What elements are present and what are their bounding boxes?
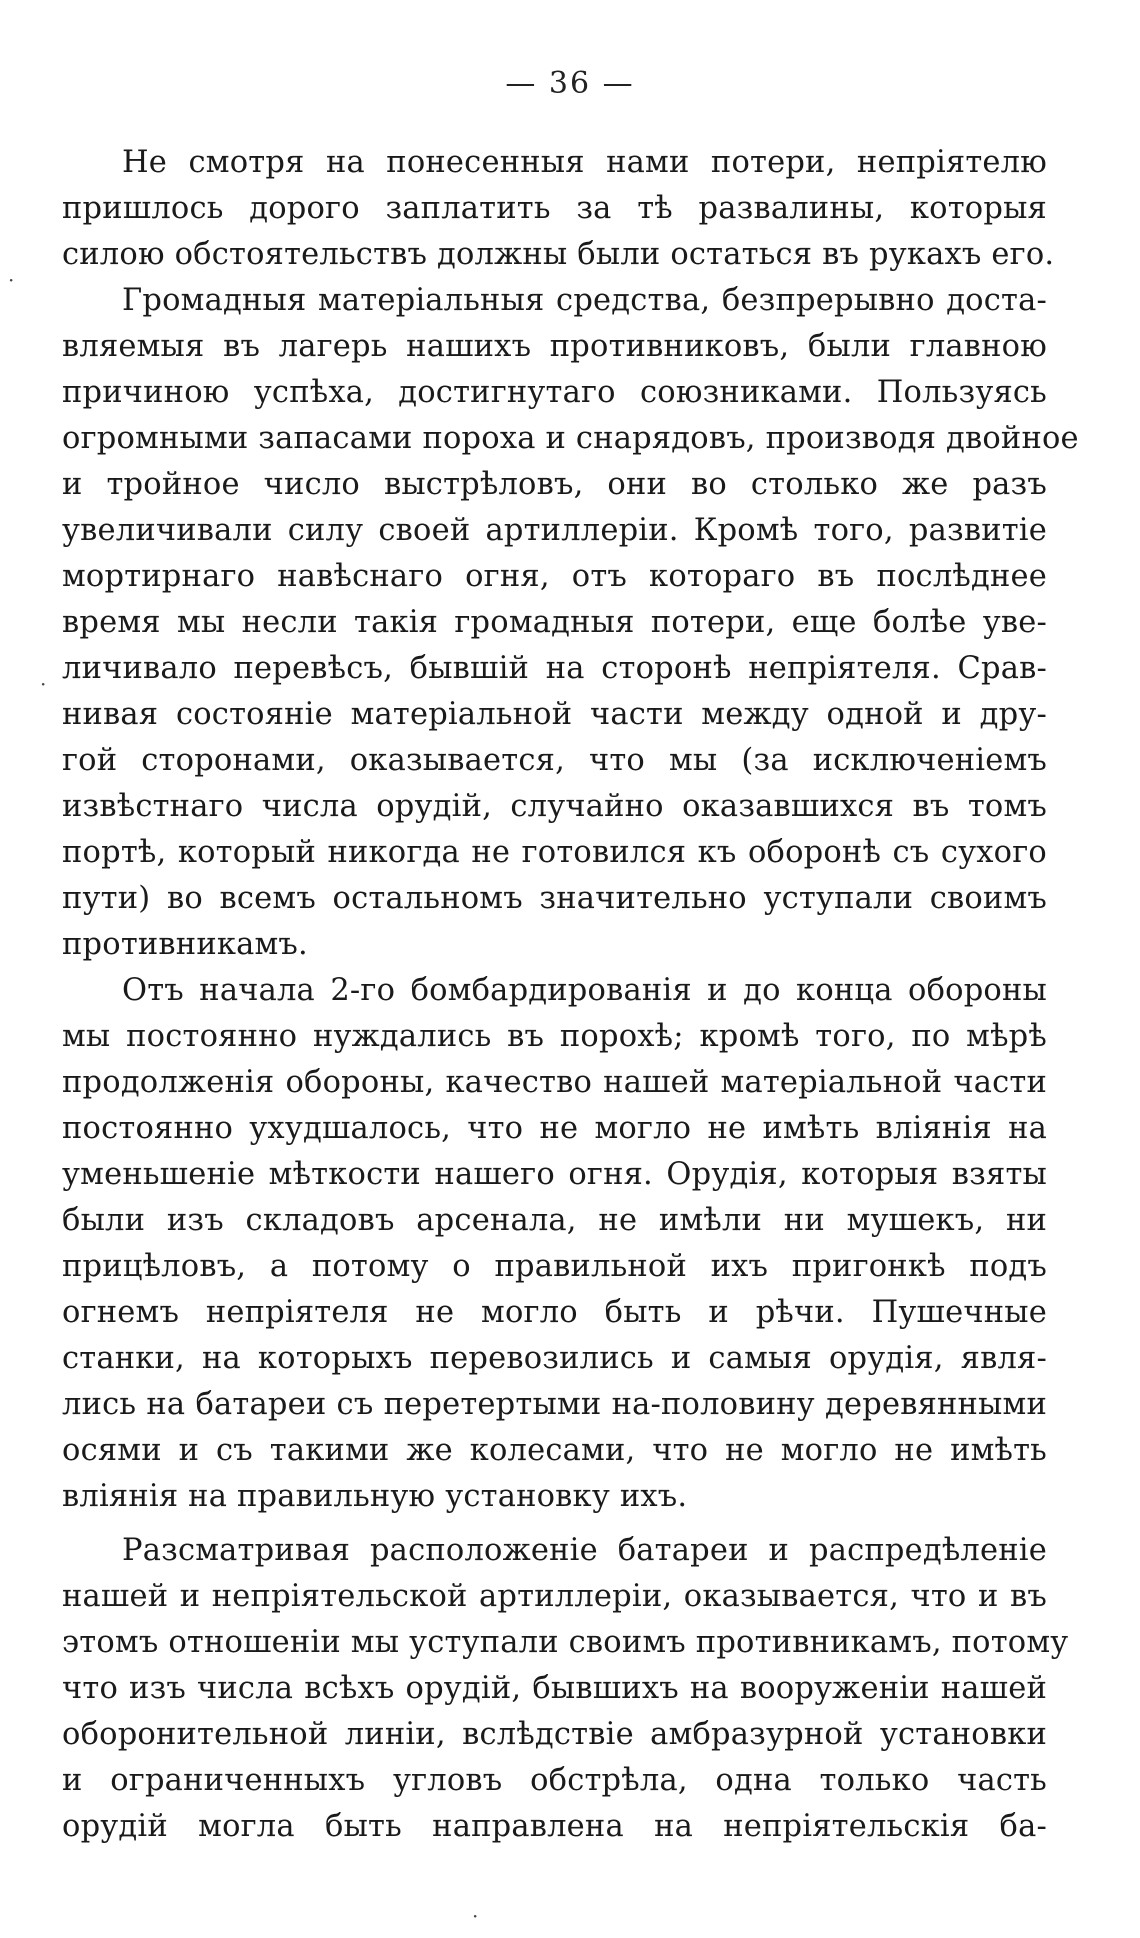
paragraph — [62, 140, 1055, 278]
text-line: причиною успѣха, достигнутаго союзниками. Пользуясь — [62, 375, 1047, 410]
text-line: Отъ начала 2-го бомбардированія и до конца обороны — [122, 973, 1047, 1008]
text-line: и тройное число выстрѣловъ, они во столько же разъ — [62, 467, 1047, 502]
text-line: уменьшеніе мѣткости нашего огня. Орудія, которыя взяты — [62, 1157, 1047, 1192]
text-line: мортирнаго навѣснаго огня, отъ котораго въ послѣднее — [62, 559, 1047, 594]
margin-mark: · — [472, 1904, 479, 1928]
text-line: этомъ отношеніи мы уступали своимъ противникамъ, потому — [62, 1625, 1069, 1660]
text-line: личивало перевѣсъ, бывшій на сторонѣ непріятеля. Срав- — [62, 651, 1047, 686]
text-line: осями и съ такими же колесами, что не могло не имѣть — [62, 1433, 1047, 1468]
text-line: нашей и непріятельской артиллеріи, оказывается, что и въ — [62, 1579, 1047, 1614]
text-line: пути) во всемъ остальномъ значительно уступали своимъ — [62, 881, 1047, 916]
text-line: были изъ складовъ арсенала, не имѣли ни мушекъ, ни — [62, 1203, 1047, 1238]
text-line: пришлось дорого заплатить за тѣ развалины, которыя — [62, 191, 1047, 226]
text-line: огромными запасами пороха и снарядовъ, производя двойное — [62, 421, 1079, 456]
text-line: вляемыя въ лагерь нашихъ противниковъ, были главною — [62, 329, 1047, 364]
page-number: — 36 — — [505, 66, 635, 101]
text-line: лись на батареи съ перетертыми на-половину деревянными — [62, 1387, 1047, 1422]
paragraph — [62, 968, 1047, 1520]
margin-mark: · — [8, 268, 15, 292]
paragraph-gap — [62, 1520, 1047, 1528]
margin-mark: · — [40, 672, 47, 696]
text-line: силою обстоятельствъ должны были остаться въ рукахъ его. — [62, 237, 1055, 272]
text-line: нивая состояніе матеріальной части между одной и дру- — [62, 697, 1047, 732]
text-line: время мы несли такія громадныя потери, еще болѣе уве- — [62, 605, 1047, 640]
paragraph — [62, 278, 1079, 968]
text-line: Не смотря на понесенныя нами потери, непріятелю — [122, 145, 1047, 180]
text-line: извѣстнаго числа орудій, случайно оказавшихся въ томъ — [62, 789, 1047, 824]
text-line: Громадныя матеріальныя средства, безпрерывно доста- — [122, 283, 1047, 318]
text-line: мы постоянно нуждались въ порохѣ; кромѣ того, по мѣрѣ — [62, 1019, 1047, 1054]
text-line: продолженія обороны, качество нашей матеріальной части — [62, 1065, 1047, 1100]
text-line: постоянно ухудшалось, что не могло не имѣть вліянія на — [62, 1111, 1047, 1146]
text-line: орудій могла быть направлена на непріятельскія ба- — [62, 1809, 1047, 1844]
text-line: гой сторонами, оказывается, что мы (за исключеніемъ — [62, 743, 1047, 778]
text-line: что изъ числа всѣхъ орудій, бывшихъ на вооруженіи нашей — [62, 1671, 1047, 1706]
text-line: станки, на которыхъ перевозились и самыя орудія, явля- — [62, 1341, 1047, 1376]
text-line: оборонительной линіи, вслѣдствіе амбразурной установки — [62, 1717, 1047, 1752]
paragraph — [62, 1528, 1069, 1850]
text-line: портѣ, который никогда не готовился къ оборонѣ съ сухого — [62, 835, 1047, 870]
text-line: увеличивали силу своей артиллеріи. Кромѣ того, развитіе — [62, 513, 1047, 548]
text-line: прицѣловъ, а потому о правильной ихъ пригонкѣ подъ — [62, 1249, 1047, 1284]
main-text — [62, 140, 1079, 1850]
text-line: Разсматривая расположеніе батареи и распредѣленіе — [122, 1533, 1047, 1568]
text-line: огнемъ непріятеля не могло быть и рѣчи. Пушечные — [62, 1295, 1047, 1330]
text-line: вліянія на правильную установку ихъ. — [62, 1479, 688, 1514]
text-line: и ограниченныхъ угловъ обстрѣла, одна только часть — [62, 1763, 1047, 1798]
text-line: противникамъ. — [62, 927, 308, 962]
